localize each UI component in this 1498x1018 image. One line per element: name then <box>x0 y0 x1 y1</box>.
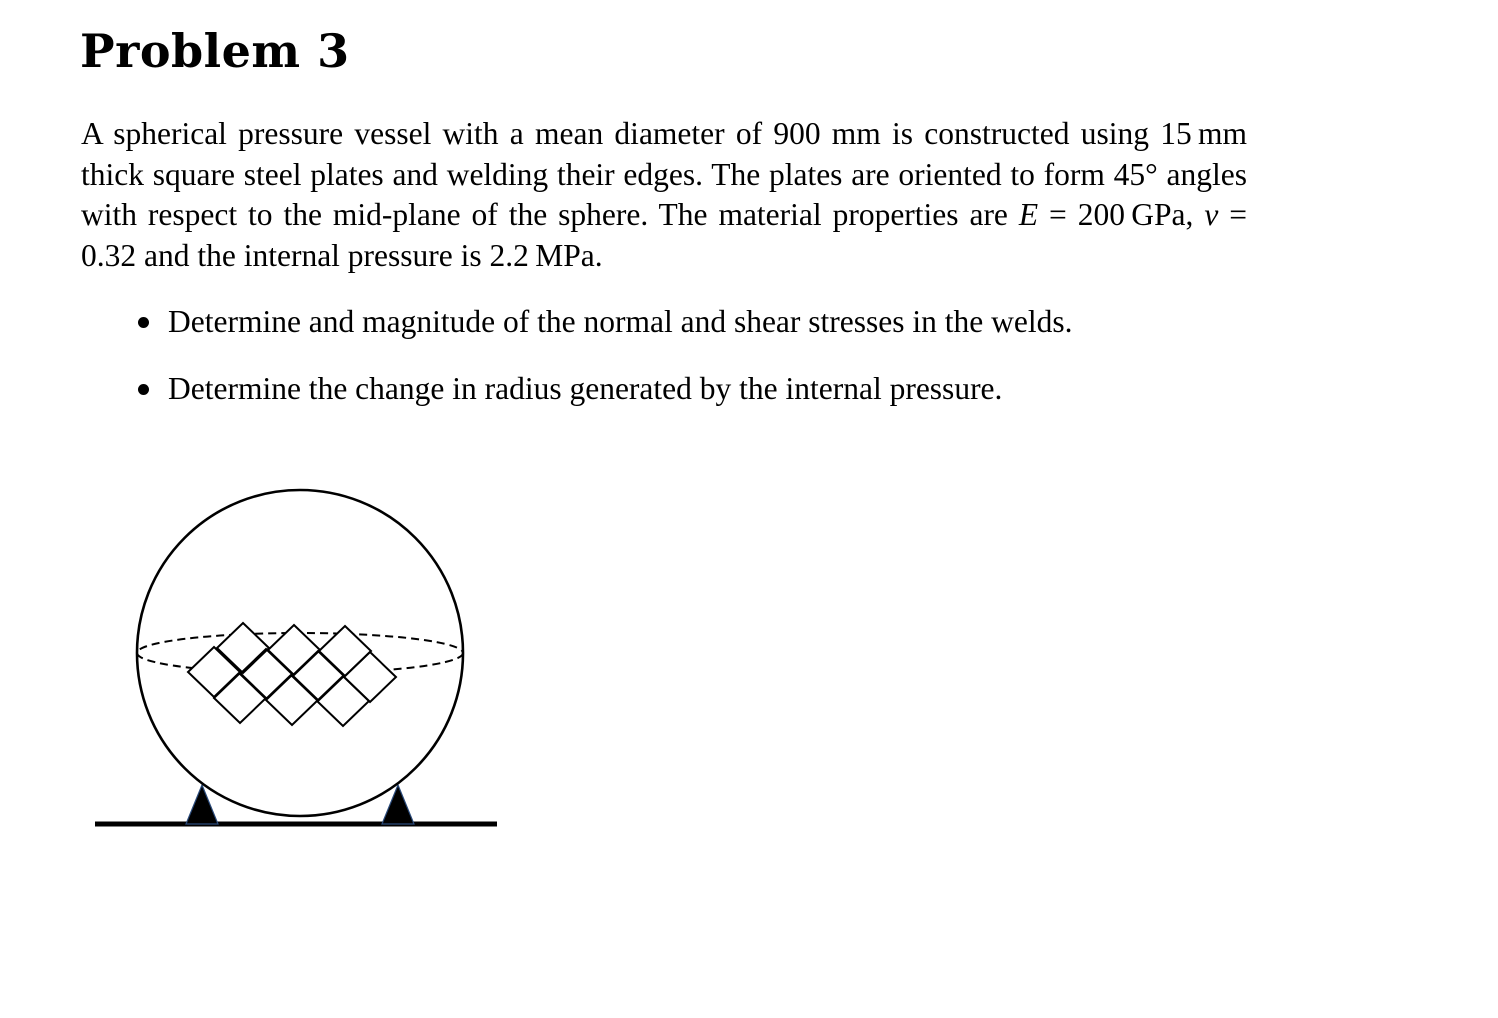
statement-line-3: to form 45° angles with respect to the mid-plane of the sphere. The material <box>81 156 1247 233</box>
poisson-ratio-symbol: ν <box>1204 197 1219 233</box>
statement-line-1: A spherical pressure vessel with a mean diameter of 900 mm is constructed using <box>81 116 1149 151</box>
youngs-modulus-symbol: E <box>1018 197 1039 233</box>
supports <box>186 785 414 824</box>
statement-line-2: 15 mm thick square steel plates and welding their edges. The plates are oriented <box>81 116 1247 192</box>
task-text-2: Determine the change in radius generated by the internal pressure. <box>168 371 1003 406</box>
problem-title: Problem 3 <box>80 24 350 78</box>
youngs-modulus-value: = 200 GPa, <box>1038 197 1205 233</box>
poisson-ratio-and-pressure: = 0.32 and the internal pressure is 2.2 MPa. <box>81 197 1248 274</box>
task-text-1: Determine and magnitude of the normal and shear stresses in the welds. <box>168 304 1073 339</box>
statement-line-4-prefix: properties are <box>832 197 1019 233</box>
